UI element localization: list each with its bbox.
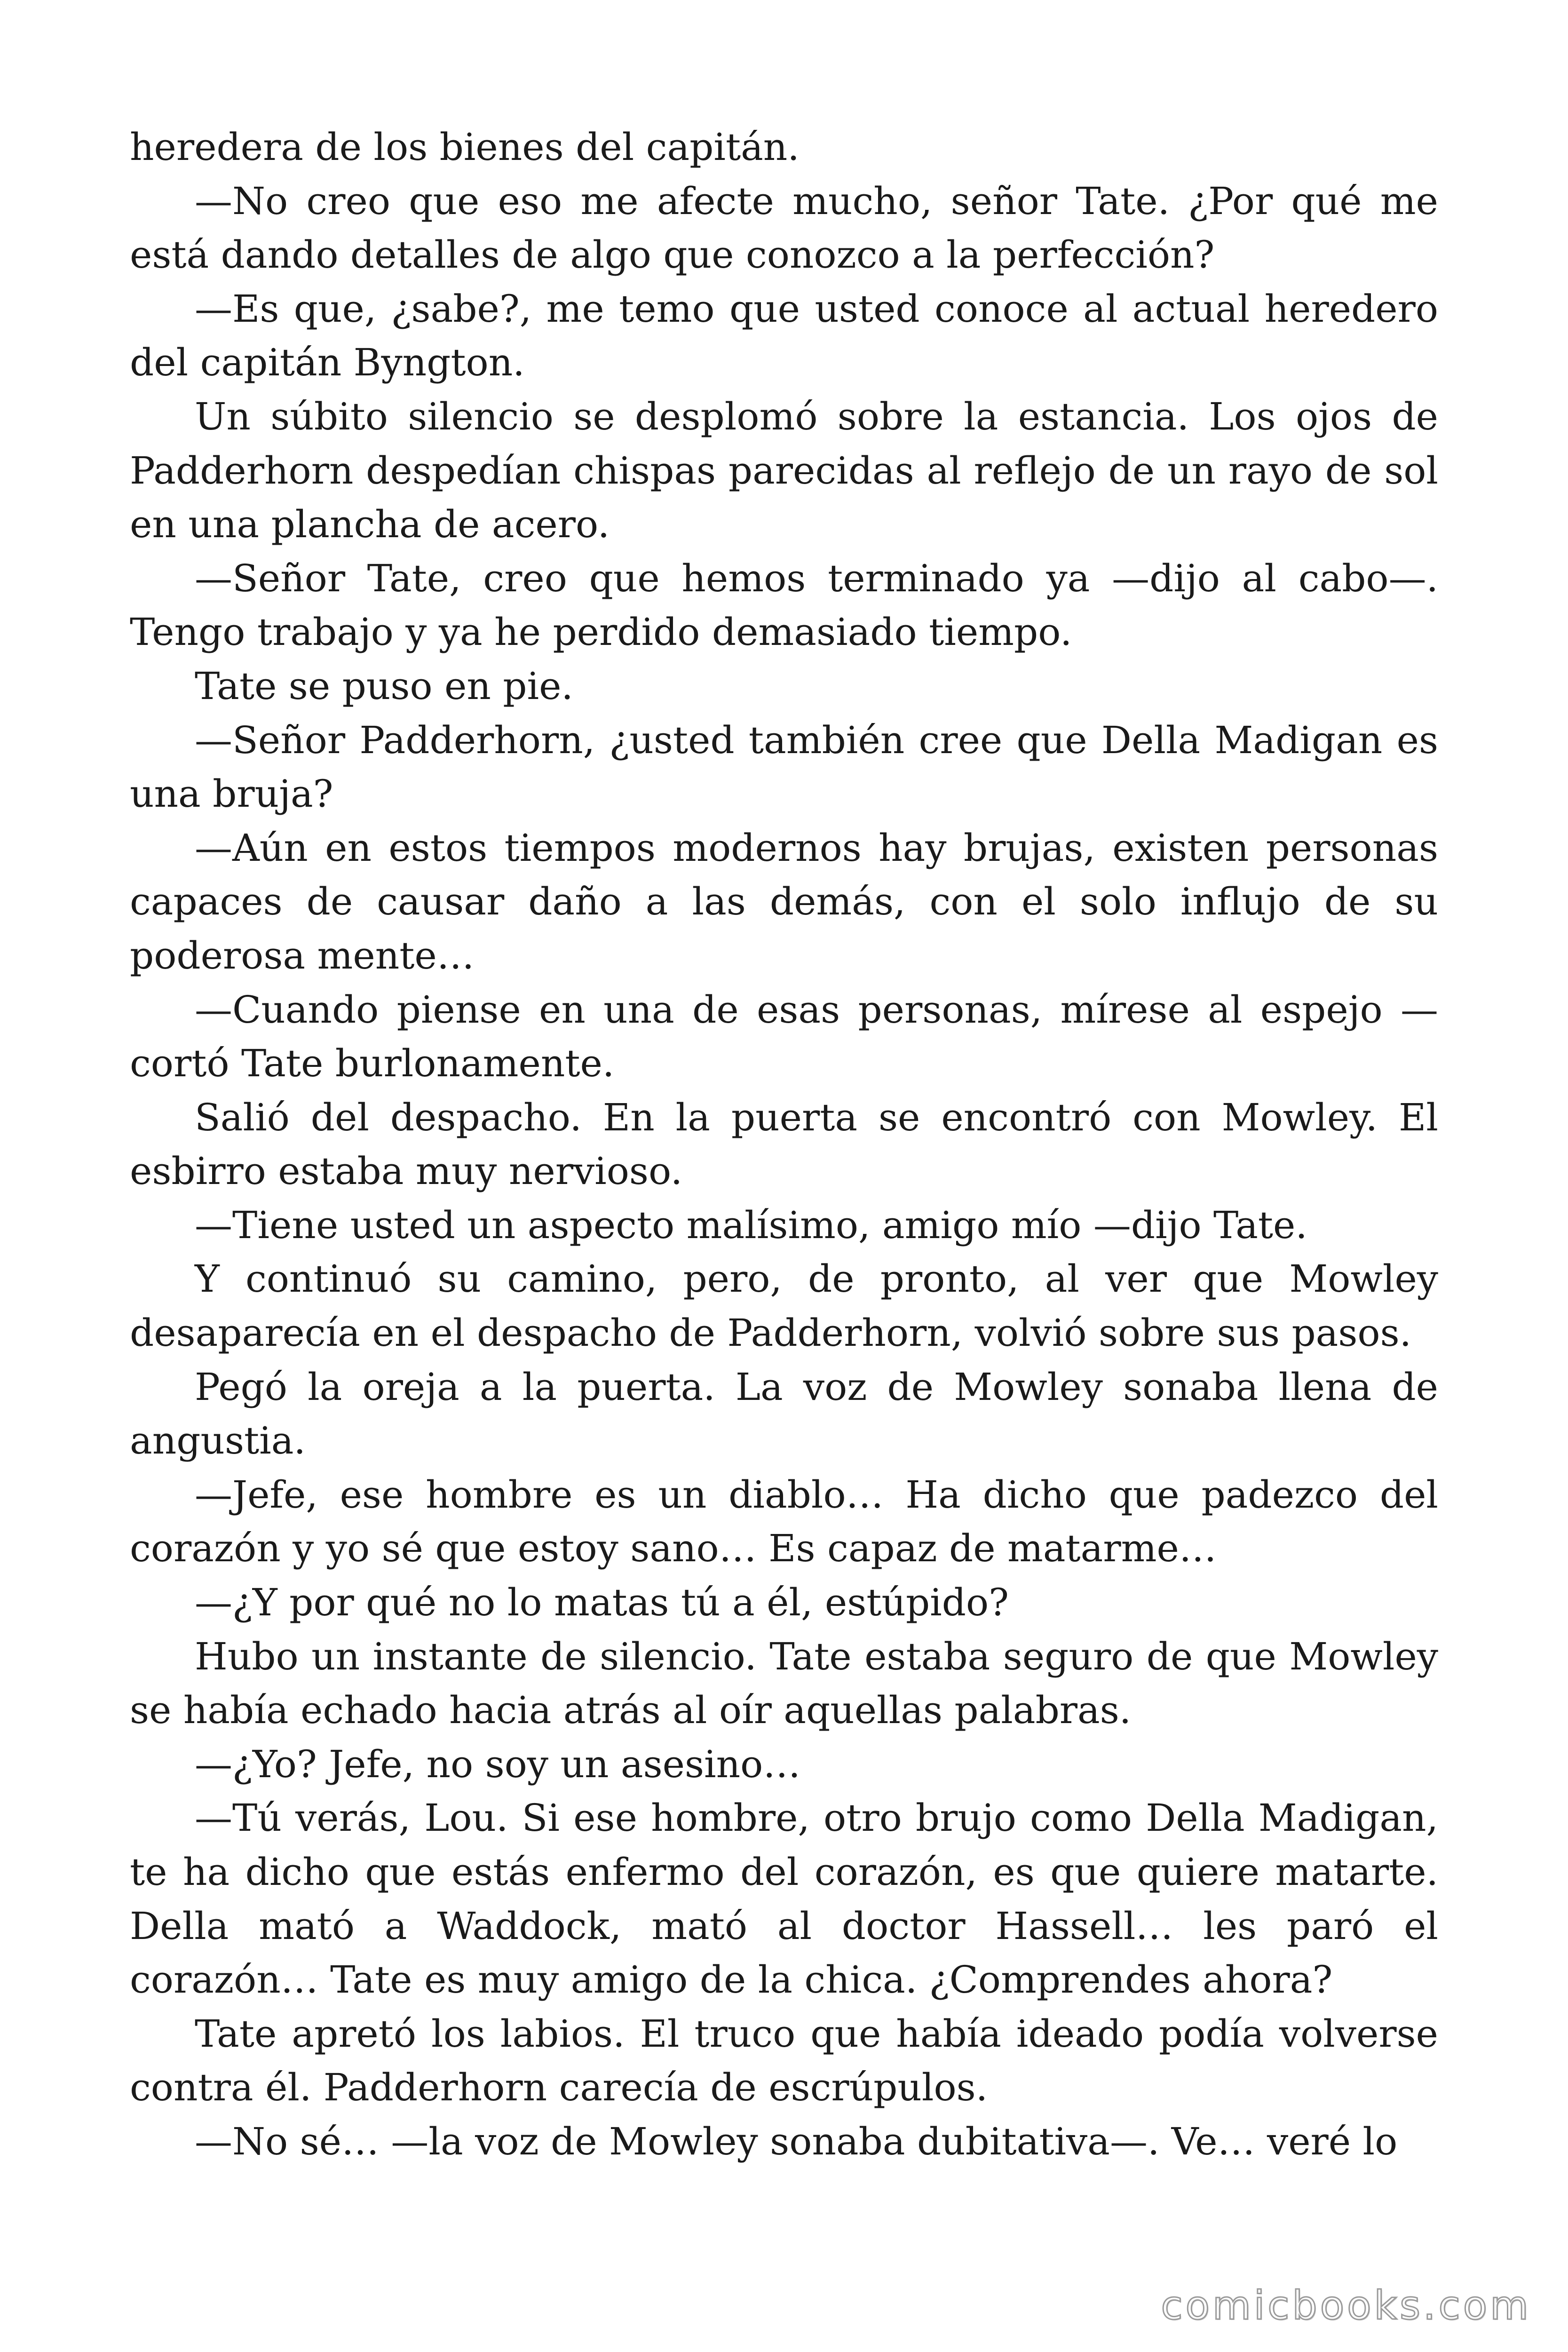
paragraph-6: Tate se puso en pie. (195, 664, 573, 708)
paragraph-1: heredera de los bienes del capitán. (130, 125, 800, 169)
watermark: comicbooks.com (1161, 2282, 1531, 2328)
paragraph-15: —¿Y por qué no lo matas tú a él, estúpido? (195, 1581, 1009, 1625)
paragraph-16: Hubo un instante de silencio. Tate estaba seguro de que Mowley se había echado hacia atrás al oír aquellas palabras. (130, 1634, 1438, 1732)
paragraph-7: —Señor Padderhorn, ¿usted también cree que Della Madigan es una bruja? (130, 718, 1438, 816)
paragraph-3: —Es que, ¿sabe?, me temo que usted conoce al actual heredero del capitán Byngton. (130, 286, 1438, 385)
paragraph-2: —No creo que eso me afecte mucho, señor Tate. ¿Por qué me está dando detalles de algo que conozco a la perfección? (130, 179, 1438, 277)
paragraph-10: Salió del despacho. En la puerta se encontró con Mowley. El esbirro estaba muy nervioso. (130, 1095, 1438, 1193)
paragraph-18: —Tú verás, Lou. Si ese hombre, otro brujo como Della Madigan, te ha dicho que estás enfermo del corazón, es que quiere matarte. Della mató a Waddock, mató al doctor Hassell… les paró el corazón… Tate es muy amigo de la chica. ¿Comprendes ahora? (130, 1796, 1438, 2002)
paragraph-19: Tate apretó los labios. El truco que había ideado podía volverse contra él. Padderhorn carecía de escrúpulos. (130, 2011, 1438, 2110)
paragraph-12: Y continuó su camino, pero, de pronto, al ver que Mowley desaparecía en el despacho de Padderhorn, volvió sobre sus pasos. (130, 1257, 1438, 1355)
page-body (130, 120, 1438, 2169)
paragraph-5: —Señor Tate, creo que hemos terminado ya —dijo al cabo—. Tengo trabajo y ya he perdido demasiado tiempo. (130, 556, 1438, 654)
paragraph-13: Pegó la oreja a la puerta. La voz de Mowley sonaba llena de angustia. (130, 1365, 1438, 1463)
paragraph-9: —Cuando piense en una de esas personas, mírese al espejo —cortó Tate burlonamente. (130, 987, 1438, 1086)
paragraph-11: —Tiene usted un aspecto malísimo, amigo mío —dijo Tate. (195, 1203, 1307, 1247)
paragraph-17: —¿Yo? Jefe, no soy un asesino… (195, 1742, 801, 1786)
paragraph-8: —Aún en estos tiempos modernos hay brujas, existen personas capaces de causar daño a las demás, con el solo influjo de su poderosa mente… (130, 826, 1438, 977)
paragraph-14: —Jefe, ese hombre es un diablo… Ha dicho que padezco del corazón y yo sé que estoy sano… Es capaz de matarme… (130, 1472, 1438, 1571)
paragraph-4: Un súbito silencio se desplomó sobre la estancia. Los ojos de Padderhorn despedían chispas parecidas al reflejo de un rayo de sol en una plancha de acero. (130, 394, 1438, 547)
paragraph-20: —No sé… —la voz de Mowley sonaba dubitativa—. Ve… veré lo (195, 2119, 1398, 2163)
